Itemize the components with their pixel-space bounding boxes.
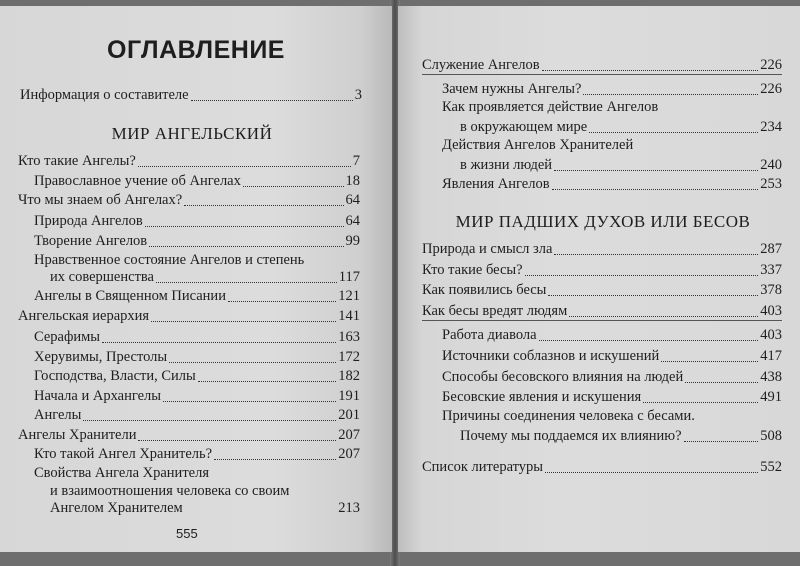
toc-subentry[interactable] — [34, 285, 360, 305]
leader-dots — [569, 316, 758, 317]
page-title: ОГЛАВЛЕНИЕ — [107, 36, 285, 64]
toc-entry-title: Работа диавола — [442, 327, 537, 343]
toc-subentry[interactable] — [442, 173, 782, 193]
toc-subentry-line1[interactable]: Свойства Ангела Хранителя — [34, 465, 209, 481]
toc-entry-page: 207 — [338, 427, 360, 443]
leader-dots — [102, 342, 336, 343]
toc-entry-page: 7 — [352, 153, 360, 169]
leader-dots — [156, 282, 337, 283]
toc-entry-title: Источники соблазнов и искушений — [442, 348, 660, 364]
section-heading-angelic: МИР АНГЕЛЬСКИЙ — [111, 124, 273, 143]
toc-entry-page: 226 — [760, 57, 782, 73]
leader-dots — [583, 94, 758, 95]
leader-dots — [184, 205, 343, 206]
toc-entry-title: Православное учение об Ангелах — [34, 173, 241, 189]
toc-entry-page: 417 — [760, 348, 782, 364]
toc-entry-title: Почему мы поддаемся их влиянию? — [460, 428, 682, 444]
toc-entry-page: 191 — [338, 388, 360, 404]
toc-entry-title: Как появились бесы — [422, 282, 547, 298]
toc-entry-page: 378 — [760, 282, 782, 298]
leader-dots — [149, 246, 343, 247]
toc-entry-page: 253 — [760, 176, 782, 192]
toc-entry[interactable] — [422, 279, 782, 299]
toc-entry-title: Ангелы — [34, 407, 82, 423]
leader-dots — [552, 189, 759, 190]
toc-entry-title: Служение Ангелов — [422, 57, 540, 73]
toc-entry-title: Творение Ангелов — [34, 233, 148, 249]
leader-dots — [545, 472, 758, 473]
toc-entry-page: 64 — [345, 192, 360, 208]
toc-subentry[interactable] — [442, 345, 782, 365]
toc-entry-title: Природа Ангелов — [34, 213, 143, 229]
leader-dots — [83, 420, 336, 421]
toc-entry-title: в окружающем мире — [460, 119, 588, 135]
leader-dots — [542, 70, 759, 71]
toc-entry-title: Ангелы Хранители — [18, 427, 137, 443]
toc-subentry[interactable] — [460, 425, 782, 445]
toc-entry-page: 438 — [760, 369, 782, 385]
toc-entry-title: Ангельская иерархия — [18, 308, 150, 324]
toc-subentry[interactable] — [442, 78, 782, 98]
leader-dots — [243, 186, 344, 187]
toc-entry-title: Информация о составителе — [20, 87, 189, 103]
toc-subentry[interactable] — [34, 385, 360, 405]
leader-dots — [589, 132, 758, 133]
right-page — [398, 6, 800, 552]
toc-subentry-line1[interactable]: Нравственное состояние Ангелов и степень — [34, 252, 305, 268]
toc-subentry[interactable] — [460, 154, 782, 174]
toc-entry-title: их совершенства — [50, 269, 154, 285]
toc-entry-page: 337 — [760, 262, 782, 278]
divider — [422, 74, 782, 75]
section-heading-fallen: МИР ПАДШИХ ДУХОВ ИЛИ БЕСОВ — [455, 212, 751, 231]
toc-entry-title: Природа и смысл зла — [422, 241, 553, 257]
toc-entry[interactable] — [422, 238, 782, 258]
toc-entry-title: Кто такие Ангелы? — [18, 153, 136, 169]
toc-subentry[interactable] — [50, 266, 360, 286]
toc-entry-page: 403 — [760, 327, 782, 343]
toc-entry-page: 121 — [338, 288, 360, 304]
leader-dots — [138, 440, 336, 441]
toc-entry-title: Господства, Власти, Силы — [34, 368, 196, 384]
toc-entry-page: 552 — [760, 459, 782, 475]
leader-dots — [185, 513, 337, 514]
toc-subentry[interactable] — [34, 443, 360, 463]
toc-entry-page: 508 — [760, 428, 782, 444]
toc-entry-title: Начала и Архангелы — [34, 388, 162, 404]
toc-entry[interactable] — [18, 189, 360, 209]
leader-dots — [145, 226, 344, 227]
toc-subentry-line1[interactable]: Как проявляется действие Ангелов — [442, 99, 659, 115]
toc-entry-page: 64 — [345, 213, 360, 229]
leader-dots — [661, 361, 758, 362]
toc-entry-title: Ангелы в Священном Писании — [34, 288, 226, 304]
toc-entry-page: 163 — [338, 329, 360, 345]
toc-entry-page: 182 — [338, 368, 360, 384]
toc-entry-title: Бесовские явления и искушения — [442, 389, 642, 405]
toc-entry-title: Список литературы — [422, 459, 544, 475]
page-number: 555 — [176, 526, 198, 541]
toc-subentry[interactable] — [442, 366, 782, 386]
toc-entry-title: Зачем нужны Ангелы? — [442, 81, 582, 97]
toc-subentry[interactable] — [34, 404, 360, 424]
toc-subentry[interactable] — [442, 386, 782, 406]
toc-entry-page: 240 — [760, 157, 782, 173]
leader-dots — [525, 275, 759, 276]
toc-entry-page: 172 — [338, 349, 360, 365]
leader-dots — [548, 295, 758, 296]
leader-dots — [214, 459, 336, 460]
toc-entry-page: 117 — [338, 269, 360, 285]
leader-dots — [539, 340, 759, 341]
toc-subentry[interactable] — [34, 230, 360, 250]
toc-entry-title: Кто такие бесы? — [422, 262, 523, 278]
leader-dots — [169, 362, 336, 363]
toc-entry-author-info[interactable] — [20, 84, 362, 104]
toc-entry-page: 287 — [760, 241, 782, 257]
toc-entry-title: Кто такой Ангел Хранитель? — [34, 446, 213, 462]
toc-entry-title: Ангелом Хранителем — [50, 500, 183, 516]
toc-subentry[interactable] — [34, 365, 360, 385]
toc-subentry[interactable] — [460, 116, 782, 136]
toc-entry-page: 403 — [760, 303, 782, 319]
toc-subentry[interactable] — [34, 346, 360, 366]
toc-subentry-line2[interactable]: и взаимоотношения человека со своим — [50, 483, 290, 499]
toc-entry-title: Херувимы, Престолы — [34, 349, 168, 365]
leader-dots — [554, 254, 758, 255]
toc-subentry[interactable] — [34, 210, 360, 230]
toc-entry-page: 3 — [354, 87, 362, 103]
toc-subentry[interactable] — [50, 497, 360, 517]
toc-entry-page: 226 — [760, 81, 782, 97]
leader-dots — [554, 170, 758, 171]
toc-entry-title: Как бесы вредят людям — [422, 303, 568, 319]
toc-entry-page: 99 — [345, 233, 360, 249]
leader-dots — [684, 441, 759, 442]
divider — [422, 320, 782, 321]
toc-entry[interactable] — [18, 150, 360, 170]
toc-entry[interactable] — [422, 300, 782, 320]
toc-subentry-line1[interactable]: Действия Ангелов Хранителей — [442, 137, 634, 153]
toc-entry-title: в жизни людей — [460, 157, 553, 173]
leader-dots — [151, 321, 336, 322]
leader-dots — [191, 100, 353, 101]
toc-entry[interactable] — [422, 54, 782, 74]
toc-entry-page: 141 — [338, 308, 360, 324]
toc-entry-page: 207 — [338, 446, 360, 462]
toc-subentry-line1[interactable]: Причины соединения человека с бесами. — [442, 408, 695, 424]
leader-dots — [198, 381, 336, 382]
toc-entry-page: 201 — [338, 407, 360, 423]
toc-entry-title: Явления Ангелов — [442, 176, 550, 192]
toc-entry-page: 18 — [345, 173, 360, 189]
leader-dots — [138, 166, 351, 167]
toc-entry[interactable] — [422, 259, 782, 279]
toc-entry[interactable] — [18, 424, 360, 444]
leader-dots — [685, 382, 758, 383]
toc-entry-page: 491 — [760, 389, 782, 405]
leader-dots — [228, 301, 336, 302]
toc-entry-page: 234 — [760, 119, 782, 135]
toc-entry-bibliography[interactable] — [422, 456, 782, 476]
leader-dots — [643, 402, 758, 403]
toc-subentry[interactable] — [34, 326, 360, 346]
toc-subentry[interactable] — [34, 170, 360, 190]
toc-entry-title: Серафимы — [34, 329, 101, 345]
left-page — [0, 6, 392, 552]
toc-entry[interactable] — [18, 305, 360, 325]
toc-entry-title: Что мы знаем об Ангелах? — [18, 192, 183, 208]
leader-dots — [163, 401, 336, 402]
toc-entry-page: 213 — [338, 500, 360, 516]
toc-entry-title: Способы бесовского влияния на людей — [442, 369, 684, 385]
toc-subentry[interactable] — [442, 324, 782, 344]
